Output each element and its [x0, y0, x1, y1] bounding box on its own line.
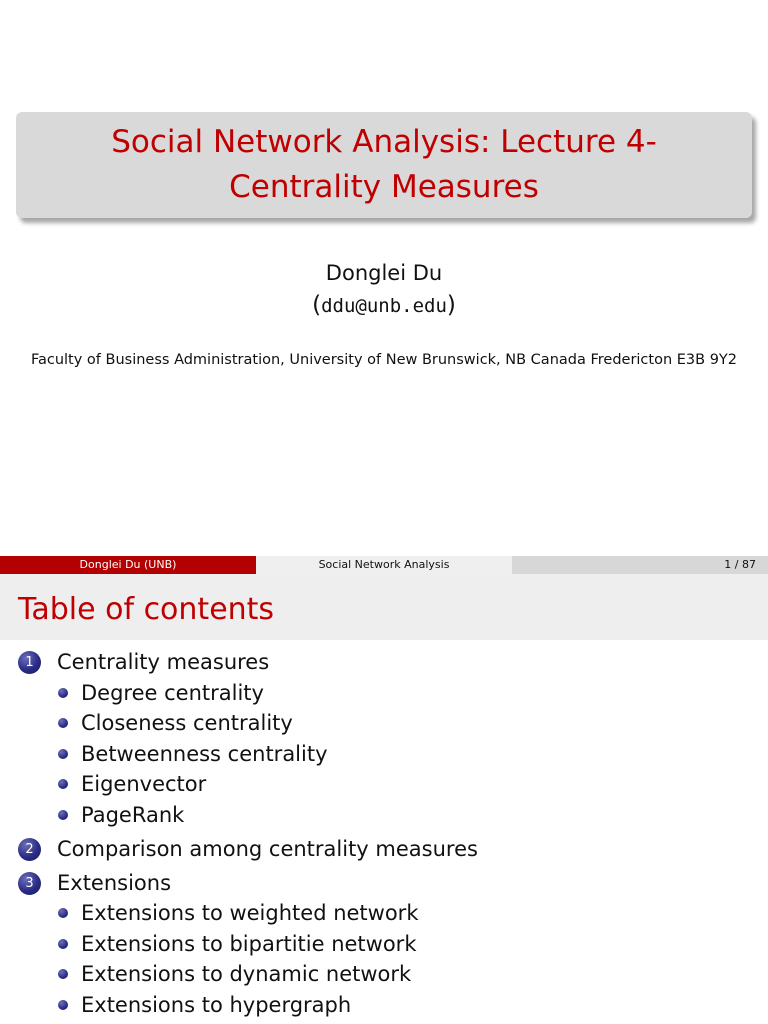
toc-subitem[interactable] — [58, 800, 184, 830]
toc-subitem-label: Extensions to hypergraph — [81, 993, 352, 1017]
affiliation: Faculty of Business Administration, University of New Brunswick, NB Canada Fredericton E3B 9Y2 — [30, 352, 738, 368]
section-number-badge: 1 — [18, 651, 41, 674]
bullet-icon — [58, 718, 68, 728]
footer-page-number: 1 / 87 — [512, 556, 768, 574]
toc-subitem[interactable] — [58, 769, 206, 799]
toc-subitem[interactable] — [58, 739, 328, 769]
toc-subitem-label: Extensions to weighted network — [81, 901, 419, 925]
toc-section-1[interactable] — [18, 647, 269, 677]
toc-section-2[interactable] — [18, 834, 478, 864]
toc-subitem-label: Betweenness centrality — [81, 742, 328, 766]
toc-subitem[interactable] — [58, 678, 264, 708]
toc-subitem-label: Closeness centrality — [81, 711, 293, 735]
presentation-title: Social Network Analysis: Lecture 4-Centrality Measures — [111, 124, 657, 205]
footer-author: Donglei Du (UNB) — [0, 556, 256, 574]
email-close-paren: ) — [446, 292, 456, 318]
bullet-icon — [58, 810, 68, 820]
toc-subitem[interactable] — [58, 990, 351, 1020]
author-name: Donglei Du — [325, 261, 443, 285]
title-box — [16, 112, 752, 218]
toc-subitem-label: Extensions to bipartitie network — [81, 932, 417, 956]
toc-section-label: Comparison among centrality measures — [57, 837, 478, 861]
toc-subitem[interactable] — [58, 898, 418, 928]
toc-subitem-label: PageRank — [81, 803, 185, 827]
email-address: ddu@unb.edu — [321, 295, 447, 317]
toc-title: Table of contents — [18, 592, 275, 627]
footer-course: Social Network Analysis — [256, 556, 512, 574]
bullet-icon — [58, 688, 68, 698]
bullet-icon — [58, 908, 68, 918]
toc-section-3[interactable] — [18, 868, 171, 898]
bullet-icon — [58, 969, 68, 979]
toc-section-label: Centrality measures — [57, 650, 270, 674]
bullet-icon — [58, 1000, 68, 1010]
toc-subitem[interactable] — [58, 708, 293, 738]
bullet-icon — [58, 749, 68, 759]
toc-section-label: Extensions — [57, 871, 172, 895]
toc-subitem-label: Extensions to dynamic network — [81, 962, 412, 986]
section-number-badge: 2 — [18, 838, 41, 861]
toc-subitem-label: Degree centrality — [81, 681, 264, 705]
toc-subitem[interactable] — [58, 959, 411, 989]
author-email — [0, 290, 768, 321]
section-number-badge: 3 — [18, 872, 41, 895]
toc-subitem[interactable] — [58, 929, 416, 959]
toc-subitem-label: Eigenvector — [81, 772, 207, 796]
bullet-icon — [58, 939, 68, 949]
bullet-icon — [58, 779, 68, 789]
slide-footer — [0, 556, 768, 574]
email-open-paren: ( — [312, 292, 322, 318]
